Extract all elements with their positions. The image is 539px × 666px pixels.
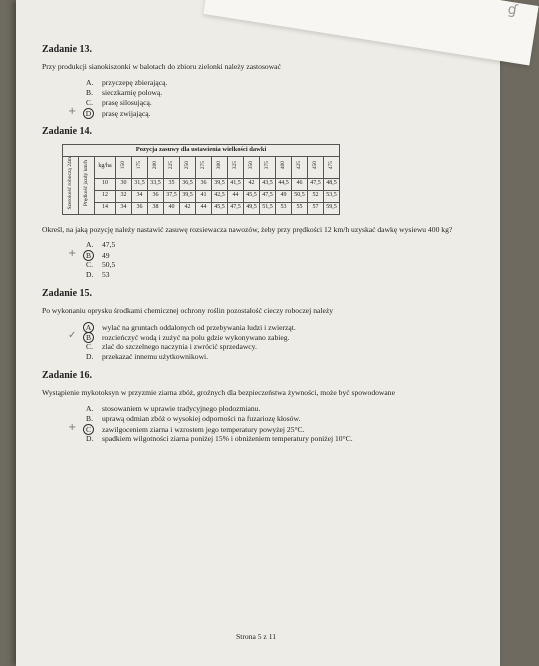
task-16-option-b[interactable]: B. uprawą odmian zbóż o wysokiej odporności na fuzariozę kłosów. <box>86 413 301 423</box>
table-cell: 32 <box>116 190 132 202</box>
position-header: 200 <box>151 160 158 169</box>
dose-table <box>62 144 340 215</box>
task-16-title: Zadanie 16. <box>42 369 93 381</box>
task-16-option-c[interactable]: + C zawilgoceniem ziarna i wzrostem jego temperatury powyżej 25°C. <box>68 421 305 434</box>
task-15-title: Zadanie 15. <box>42 288 93 300</box>
table-cell: 51,5 <box>260 202 276 214</box>
table-cell: 45,5 <box>212 202 228 214</box>
task-16-options <box>68 403 482 444</box>
position-header: 175 <box>135 160 142 169</box>
table-cell: 30 <box>116 178 132 190</box>
task-13-question: Przy produkcji sianokiszonki w balotach do zbioru zielonki należy zastosować <box>42 62 281 71</box>
plus-mark-icon: + <box>68 105 77 117</box>
table-cell: 44 <box>228 190 244 202</box>
answer-circle-icon: B <box>83 250 94 261</box>
table-cell: 42 <box>180 202 196 214</box>
table-cell: 40 <box>164 202 180 214</box>
position-header: 275 <box>199 160 206 169</box>
answer-circle-icon: A <box>83 322 94 333</box>
table-cell: 50,5 <box>292 190 308 202</box>
table-cell: 34 <box>116 202 132 214</box>
position-header: 400 <box>279 160 286 169</box>
table-cell: 43,5 <box>260 178 276 190</box>
task-14-option-c[interactable]: C. 50,5 <box>86 260 116 270</box>
table-cell: 35 <box>164 178 180 190</box>
exam-page <box>16 0 519 666</box>
table-row <box>63 190 340 202</box>
task-16-option-d[interactable]: D. spadkiem wilgotności ziarna poniżej 15% i obniżeniem temperatury poniżej 10°C. <box>86 433 353 443</box>
table-cell: 49 <box>276 190 292 202</box>
page-content <box>42 44 482 452</box>
speed-cell: 12 <box>95 190 116 202</box>
position-header: 350 <box>247 160 254 169</box>
task-14-question: Określ, na jaką pozycję należy nastawić zasuwę rozsiewacza nawozów, żeby przy prędkości 12 km/h uzyskać dawkę wysiewu 400 kg? <box>42 224 453 234</box>
table-cell: 44,5 <box>276 178 292 190</box>
table-cell: 59,5 <box>324 202 340 214</box>
table-cell: 53 <box>276 202 292 214</box>
task-14-option-d[interactable]: D. 53 <box>86 270 110 280</box>
task-13-option-c[interactable]: C. prasę silosującą. <box>86 97 152 107</box>
speed-cell: 10 <box>95 178 116 190</box>
table-cell: 39,5 <box>212 178 228 190</box>
answer-circle-icon: D <box>83 108 94 119</box>
task-15-option-a[interactable]: A wylać na gruntach oddalonych od przebywania ludzi i zwierząt. <box>86 322 482 332</box>
position-header: 375 <box>263 160 270 169</box>
task-15-option-b[interactable]: ✓ B rozcieńczyć wodą i zużyć na polu gdzie wykonywano zabieg. <box>68 329 290 342</box>
speed-cell: 14 <box>95 202 116 214</box>
unit-header: kg/ha <box>95 156 116 178</box>
row-group-width: Szerokość roboczą 24m <box>66 156 73 210</box>
task-14-option-b[interactable]: + B 49 <box>68 248 110 261</box>
task-15-question: Po wykonaniu oprysku środkami chemicznej ochrony roślin pozostałość cieczy roboczej należy <box>42 306 334 316</box>
answer-circle-icon: C <box>83 424 94 435</box>
row-group-speed: Prędkość jazdy km/h <box>82 159 89 206</box>
table-cell: 38 <box>148 202 164 214</box>
table-cell: 55 <box>292 202 308 214</box>
position-header: 300 <box>215 160 222 169</box>
task-16-question: Wystąpienie mykotoksyn w przyzmie ziarna zbóż, groźnych dla bezpieczeństwa żywności, może być spowodowane <box>42 387 395 397</box>
position-header: 250 <box>183 160 190 169</box>
table-cell: 41 <box>196 190 212 202</box>
table-row <box>63 178 340 190</box>
check-mark-icon: ✓ <box>68 329 77 341</box>
position-header: 150 <box>119 160 126 169</box>
dose-table-title: Pozycja zasuwy dla ustawienia wielkości dawki <box>63 144 340 156</box>
table-cell: 47,5 <box>308 178 324 190</box>
task-14-options <box>68 240 482 280</box>
task-16-option-a[interactable]: A. stosowaniem w uprawie tradycyjnego płodozmianu. <box>86 403 261 413</box>
table-cell: 39,5 <box>180 190 196 202</box>
table-cell: 48,5 <box>324 178 340 190</box>
position-header: 325 <box>231 160 238 169</box>
task-13-option-a[interactable]: A. przyczepę zbierającą. <box>86 77 168 87</box>
table-cell: 46 <box>292 178 308 190</box>
task-15-option-d[interactable]: D. przekazać innemu użytkownikowi. <box>86 351 209 361</box>
answer-circle-icon: B <box>83 332 94 343</box>
table-cell: 47,5 <box>260 190 276 202</box>
position-header: 425 <box>295 160 302 169</box>
task-13-option-b[interactable]: B. sieczkarnię polową. <box>86 87 163 97</box>
table-cell: 31,5 <box>132 178 148 190</box>
table-cell: 49,5 <box>244 202 260 214</box>
table-cell: 45,5 <box>244 190 260 202</box>
table-cell: 37,5 <box>164 190 180 202</box>
plus-mark-icon: + <box>68 248 77 260</box>
table-cell: 36 <box>132 202 148 214</box>
task-13-option-d[interactable]: + D prasę zwijającą. <box>68 105 151 118</box>
table-cell: 42,5 <box>212 190 228 202</box>
table-cell: 57 <box>308 202 324 214</box>
pencil-scribble: ɠ <box>506 1 519 19</box>
task-14-title: Zadanie 14. <box>42 125 93 137</box>
table-cell: 36 <box>196 178 212 190</box>
table-cell: 47,5 <box>228 202 244 214</box>
table-cell: 34 <box>132 190 148 202</box>
position-header: 225 <box>167 160 174 169</box>
table-cell: 36,5 <box>180 178 196 190</box>
task-13-title: Zadanie 13. <box>42 44 93 55</box>
table-row <box>63 202 340 214</box>
table-cell: 44 <box>196 202 212 214</box>
table-cell: 36 <box>148 190 164 202</box>
table-cell: 33,5 <box>148 178 164 190</box>
table-cell: 53,5 <box>324 190 340 202</box>
table-cell: 52 <box>308 190 324 202</box>
table-cell: 42 <box>244 178 260 190</box>
task-15-options <box>68 322 482 362</box>
task-13-options <box>68 77 482 118</box>
table-cell: 41,5 <box>228 178 244 190</box>
position-header: 450 <box>311 160 318 169</box>
task-15-option-c[interactable]: C. zlać do szczelnego naczynia i zwrócić sprzedawcy. <box>86 341 257 351</box>
plus-mark-icon: + <box>68 421 77 433</box>
task-14-option-a[interactable]: A. 47,5 <box>86 240 116 250</box>
page-number: Strona 5 z 11 <box>236 632 277 641</box>
position-header: 475 <box>327 160 334 169</box>
